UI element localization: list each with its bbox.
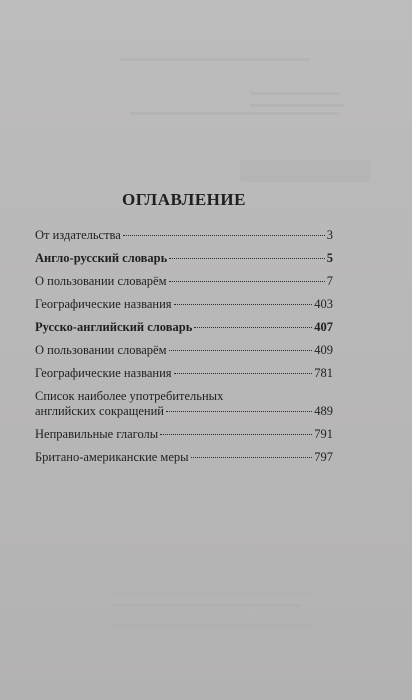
toc-entry xyxy=(35,427,333,442)
toc-entry-line2 xyxy=(35,404,333,419)
show-through-line xyxy=(250,92,340,95)
toc-entry-label: Географические названия xyxy=(35,297,172,311)
show-through-block xyxy=(240,160,370,182)
toc-entry-page: 791 xyxy=(314,427,333,441)
toc-entry-label: Британо-американские меры xyxy=(35,450,189,464)
dot-leader xyxy=(194,327,312,328)
dot-leader xyxy=(191,457,313,458)
dot-leader xyxy=(174,304,313,305)
toc-entry-page: 781 xyxy=(314,366,333,380)
toc-entry-label: От издательства xyxy=(35,228,121,242)
dot-leader xyxy=(160,434,312,435)
show-through-line xyxy=(250,104,345,107)
show-through-line xyxy=(110,624,310,627)
dot-leader xyxy=(174,373,313,374)
toc-entry-label-line1: Список наиболее употребительных xyxy=(35,389,224,403)
toc-entry-page: 409 xyxy=(314,343,333,357)
toc-entry-page: 407 xyxy=(314,320,333,334)
toc-entry-page: 489 xyxy=(314,404,333,418)
toc-entry xyxy=(35,366,333,381)
toc-entry-page: 3 xyxy=(326,228,333,242)
dot-leader xyxy=(169,258,325,259)
toc-entry-label: О пользовании словарём xyxy=(35,274,167,288)
toc-entry xyxy=(35,389,333,419)
toc-entry-label: Русско-английский словарь xyxy=(35,320,193,334)
toc-title: ОГЛАВЛЕНИЕ xyxy=(122,190,246,209)
toc-entry-label-block xyxy=(35,389,333,419)
toc-entry-label: Географические названия xyxy=(35,366,172,380)
toc-entry xyxy=(35,320,333,335)
table-of-contents xyxy=(35,190,333,473)
toc-entry-page: 7 xyxy=(326,274,333,288)
show-through-line xyxy=(120,58,310,61)
toc-entry-page: 797 xyxy=(314,450,333,464)
dot-leader xyxy=(169,281,325,282)
toc-entry xyxy=(35,274,333,289)
dot-leader xyxy=(169,350,313,351)
toc-entry xyxy=(35,251,333,266)
toc-entry-label: Англо-русский словарь xyxy=(35,251,168,265)
toc-entry xyxy=(35,343,333,358)
toc-entry xyxy=(35,228,333,243)
dot-leader xyxy=(123,235,325,236)
show-through-line xyxy=(110,592,310,595)
toc-entry-label: О пользовании словарём xyxy=(35,343,167,357)
toc-entry-page: 403 xyxy=(314,297,333,311)
toc-entry-page: 5 xyxy=(326,251,333,265)
toc-entry-label: Неправильные глаголы xyxy=(35,427,159,441)
show-through-line xyxy=(110,604,300,607)
toc-entry-label-line2: английских сокращений xyxy=(35,404,164,418)
toc-entry xyxy=(35,297,333,312)
dot-leader xyxy=(166,411,312,412)
toc-entry xyxy=(35,450,333,465)
show-through-line xyxy=(130,112,340,115)
